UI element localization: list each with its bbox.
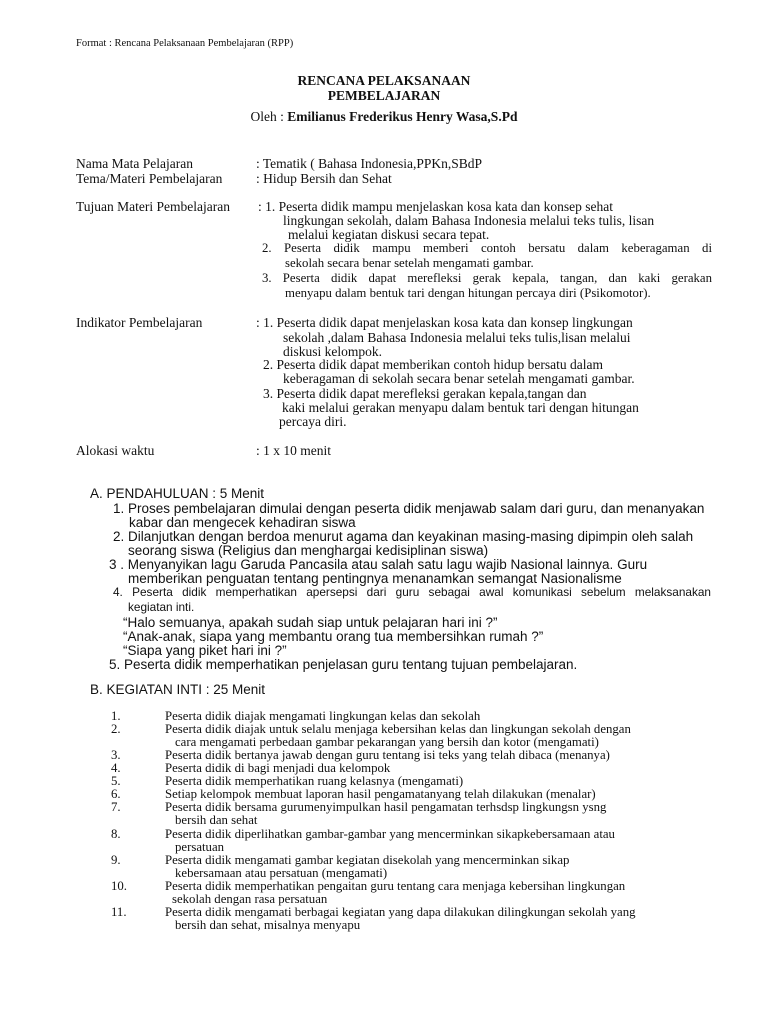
tujuan-line: : 1. Peserta didik mampu menjelaskan kosa kata dan konsep sehat bbox=[258, 199, 614, 214]
field-value-theme: : Hidup Bersih dan Sehat bbox=[256, 171, 392, 186]
section-a-line: kegiatan inti. bbox=[128, 600, 195, 614]
section-a-line: 2. Dilanjutkan dengan berdoa menurut agama dan keyakinan masing-masing dipimpin oleh salah bbox=[113, 529, 694, 544]
section-a-heading: A. PENDAHULUAN : 5 Menit bbox=[90, 486, 265, 501]
tujuan-label: Tujuan Materi Pembelajaran bbox=[76, 199, 230, 214]
indikator-line: 2. Peserta didik dapat memberikan contoh hidup bersatu dalam bbox=[263, 357, 604, 372]
tujuan-line: sekolah secara benar setelah mengamati gambar. bbox=[285, 256, 534, 270]
field-label-theme: Tema/Materi Pembelajaran bbox=[76, 171, 223, 186]
section-a-line: 1. Proses pembelajaran dimulai dengan peserta didik menjawab salam dari guru, dan menanyakan bbox=[113, 501, 705, 516]
author-line bbox=[0, 109, 768, 125]
alokasi-label: Alokasi waktu bbox=[76, 443, 155, 458]
section-b-item-number: 5. bbox=[111, 774, 121, 788]
field-label-subject: Nama Mata Pelajaran bbox=[76, 156, 193, 171]
section-b-item-number: 7. bbox=[111, 800, 121, 814]
section-b-item-text: Peserta didik mengamati berbagai kegiatan yang dapa dilakukan dilingkungan sekolah yang bbox=[165, 905, 636, 919]
tujuan-line: lingkungan sekolah, dalam Bahasa Indonesia melalui teks tulis, lisan bbox=[283, 213, 655, 228]
section-b-item-number: 6. bbox=[111, 787, 121, 801]
indikator-line: sekolah ,dalam Bahasa Indonesia melalui teks tulis,lisan melalui bbox=[283, 330, 631, 345]
section-b-item-number: 1. bbox=[111, 709, 121, 723]
section-b-item-number: 2. bbox=[111, 722, 121, 736]
section-a-line: 5. Peserta didik memperhatikan penjelasan guru tentang tujuan pembelajaran. bbox=[109, 657, 578, 672]
section-b-item-text: Peserta didik diperlihatkan gambar-gambar yang mencerminkan sikapkebersamaan atau bbox=[165, 827, 615, 841]
section-a-line: memberikan penguatan tentang pentingnya menanamkan semangat Nasionalisme bbox=[128, 571, 622, 586]
indikator-line: keberagaman di sekolah secara benar setelah mengamati gambar. bbox=[283, 371, 635, 386]
section-b-item-text: cara mengamati perbedaan gambar pekarangan yang bersih dan kotor (mengamati) bbox=[175, 735, 599, 749]
indikator-line: kaki melalui gerakan menyapu dalam bentuk tari dengan hitungan bbox=[282, 400, 639, 415]
section-b-item-text: Peserta didik memperhatikan ruang kelasnya (mengamati) bbox=[165, 774, 464, 788]
section-b-item-text: Peserta didik bertanya jawab dengan guru tentang isi teks yang telah dibaca (menanya) bbox=[165, 748, 610, 762]
tujuan-line: 2. Peserta didik mampu memberi contoh bersatu dalam keberagaman di bbox=[262, 241, 712, 255]
section-b-item-number: 9. bbox=[111, 853, 121, 867]
section-b-item-text: bersih dan sehat, misalnya menyapu bbox=[175, 918, 361, 932]
tujuan-line: melalui kegiatan diskusi secara tepat. bbox=[288, 227, 490, 242]
tujuan-line: menyapu dalam bentuk tari dengan hitungan percaya diri (Psikomotor). bbox=[285, 286, 651, 300]
section-a-line: 4. Peserta didik memperhatikan apersepsi dari guru sebagai awal komunikasi sebelum melaksanakan bbox=[113, 585, 711, 599]
document-title-line2: PEMBELAJARAN bbox=[327, 88, 441, 103]
document-format-header: Format : Rencana Pelaksanaan Pembelajaran (RPP) bbox=[76, 38, 294, 49]
field-value-subject: : Tematik ( Bahasa Indonesia,PPKn,SBdP bbox=[256, 156, 483, 171]
section-a-line: seorang siswa (Religius dan menghargai kedisiplinan siswa) bbox=[128, 543, 489, 558]
tujuan-line: 3. Peserta didik dapat merefleksi gerak kepala, tangan, dan kaki gerakan bbox=[262, 271, 712, 285]
section-a-line: kabar dan mengecek kehadiran siswa bbox=[129, 515, 356, 530]
section-a-quote: “Siapa yang piket hari ini ?” bbox=[123, 643, 287, 658]
alokasi-value: : 1 x 10 menit bbox=[256, 443, 331, 458]
section-b-item-text: persatuan bbox=[175, 840, 225, 854]
indikator-line: diskusi kelompok. bbox=[283, 344, 383, 359]
section-b-heading: B. KEGIATAN INTI : 25 Menit bbox=[90, 682, 266, 697]
section-b-item-number: 10. bbox=[111, 879, 127, 893]
section-b-item-number: 8. bbox=[111, 827, 121, 841]
document-title-line1: RENCANA PELAKSANAAN bbox=[297, 73, 471, 88]
section-a-line: 3 . Menyanyikan lagu Garuda Pancasila atau salah satu lagu wajib Nasional lainnya. Guru bbox=[109, 557, 648, 572]
author-prefix: Oleh : bbox=[250, 109, 288, 124]
section-b-item-number: 11. bbox=[111, 905, 127, 919]
section-b-item-text: Setiap kelompok membuat laporan hasil pengamatanyang telah dilakukan (menalar) bbox=[165, 787, 596, 801]
section-b-item-text: Peserta didik memperhatikan pengaitan guru tentang cara menjaga kebersihan lingkungan bbox=[165, 879, 626, 893]
section-b-item-text: sekolah dengan rasa persatuan bbox=[172, 892, 328, 906]
section-b-item-text: Peserta didik mengamati gambar kegiatan disekolah yang mencerminkan sikap bbox=[165, 853, 570, 867]
section-b-item-text: Peserta didik diajak mengamati lingkungan kelas dan sekolah bbox=[165, 709, 481, 723]
section-b-item-text: Peserta didik bersama gurumenyimpulkan hasil pengamatan terhsdsp lingkungsn ysng bbox=[165, 800, 607, 814]
indikator-line: percaya diri. bbox=[279, 414, 347, 429]
indikator-label: Indikator Pembelajaran bbox=[76, 315, 203, 330]
section-a-quote: “Halo semuanya, apakah sudah siap untuk pelajaran hari ini ?” bbox=[123, 615, 498, 630]
section-b-item-number: 3. bbox=[111, 748, 121, 762]
section-b-item-number: 4. bbox=[111, 761, 121, 775]
section-b-item-text: bersih dan sehat bbox=[175, 813, 258, 827]
indikator-line: : 1. Peserta didik dapat menjelaskan kosa kata dan konsep lingkungan bbox=[256, 315, 633, 330]
section-b-item-text: kebersamaan atau persatuan (mengamati) bbox=[175, 866, 388, 880]
indikator-line: 3. Peserta didik dapat merefleksi gerakan kepala,tangan dan bbox=[263, 386, 587, 401]
author-name: Emilianus Frederikus Henry Wasa,S.Pd bbox=[287, 109, 518, 124]
section-b-item-text: Peserta didik diajak untuk selalu menjaga kebersihan kelas dan lingkungan sekolah dengan bbox=[165, 722, 631, 736]
section-a-quote: “Anak-anak, siapa yang membantu orang tua membersihkan rumah ?” bbox=[123, 629, 544, 644]
section-b-item-text: Peserta didik di bagi menjadi dua kelompok bbox=[165, 761, 391, 775]
